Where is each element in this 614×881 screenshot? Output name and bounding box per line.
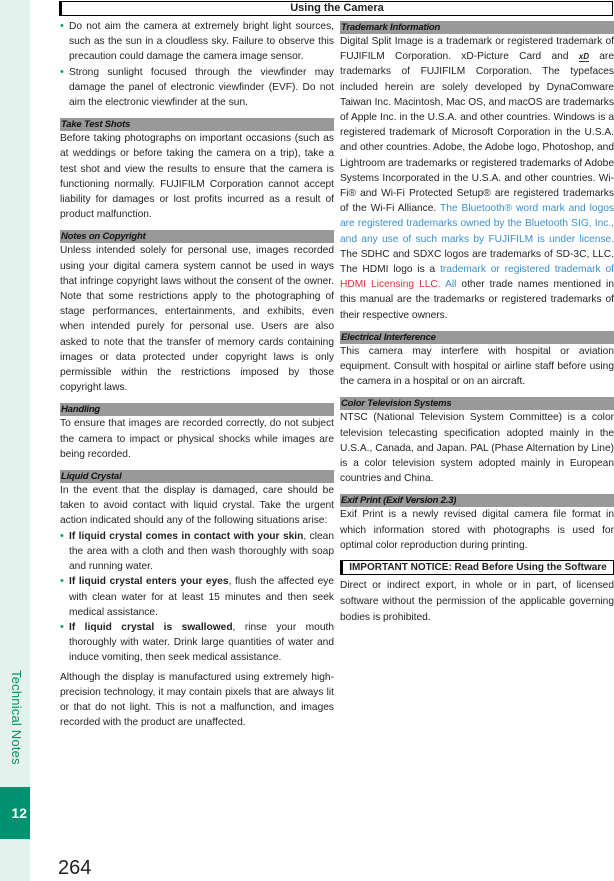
bullet-emphasis: If liquid crystal is swallowed (69, 621, 233, 633)
intro-bullet-list (60, 19, 334, 110)
page-number: 264 (58, 857, 92, 879)
list-item (60, 529, 334, 575)
right-column (340, 19, 614, 626)
section-body-exif: Exif Print is a newly revised digital camera file format in which information stored with photographs is used for optimal color reproduction during printing. (340, 509, 614, 551)
xd-logo-icon: xD (578, 52, 589, 62)
left-column (60, 19, 334, 730)
bullet-text: , flush the affected eye with clean water for at least 15 minutes and then seek medical assistance. (69, 576, 334, 618)
list-item: • Strong sunlight focused through the viewfinder may damage the panel of electronic viewfinder (EVF). Do not aim the electronic viewfinder at the sun. (60, 65, 334, 111)
page-title: Using the Camera (59, 1, 613, 16)
chapter-number-tab: 12 (0, 787, 30, 839)
trademark-text: other trade names mentioned in this manual are the trademarks or registered trademarks of their respective owners. (340, 279, 614, 321)
section-heading-trademark: Trademark Information (340, 21, 614, 34)
bullet-text: , rinse your mouth thoroughly with water. Drink large quantities of water and induce vomiting, then seek medical assistance. (69, 621, 334, 664)
hdmi-all: All (440, 279, 457, 291)
list-item (60, 574, 334, 620)
section-heading-handling: Handling (60, 403, 334, 416)
section-body-trademark (340, 34, 614, 323)
section-body-copyright: Unless intended solely for personal use, images recorded using your digital camera system cannot be used in ways that infringe copyright laws without the consent of the owner. Note that some restrictions apply to the photographing of stage performances, entertainments, and exhibits, even when intended purely for personal use. Users are also asked to note that the transfer of memory cards containing images or data protected under copyright laws is only permissible within the restrictions imposed by those copyright laws. (60, 245, 334, 394)
list-item: • Do not aim the camera at extremely bright light sources, such as the sun in a cloudless sky. Failure to observe this precaution could damage the camera image sensor. (60, 19, 334, 65)
section-heading-exif: Exif Print (Exif Version 2.3) (340, 494, 614, 507)
section-intro-liquid-crystal: In the event that the display is damaged, care should be taken to avoid contact with liquid crystal. Take the urgent action indicated should any of the following situations arise: (60, 485, 334, 527)
hdmi-notice: trademark or registered trademark of (440, 264, 614, 276)
trademark-text: The SDHC and SDXC logos are trademarks of SD-3C, LLC. The HDMI logo is a (340, 248, 614, 276)
section-outro-liquid-crystal: Although the display is manufactured using extremely high-precision technology, it may contain pixels that are always lit or that do not light. This is not a malfunction, and images recorded with the product are unaffected. (60, 671, 334, 729)
section-heading-test-shots: Take Test Shots (60, 118, 334, 131)
chapter-label: Technical Notes (9, 670, 24, 765)
section-heading-copyright: Notes on Copyright (60, 230, 334, 243)
bullet-emphasis: If liquid crystal comes in contact with your skin (69, 530, 304, 542)
section-heading-color-tv: Color Television Systems (340, 397, 614, 410)
section-body-handling: To ensure that images are recorded correctly, do not subject the camera to impact or physical shocks while images are being recorded. (60, 418, 334, 460)
bluetooth-notice: The Bluetooth® word mark and logos are registered trademarks owned by the Bluetooth SIG, Inc., and any use of such marks by FUJIFILM is under license. (340, 203, 614, 245)
section-body-color-tv: NTSC (National Television System Committee) is a color television telecasting specification adopted mainly in the U.S.A., Canada, and Japan. PAL (Phase Alternation by Line) is a color television system adopted mainly in European countries and China. (340, 412, 614, 485)
list-item (60, 620, 334, 666)
section-heading-electrical: Electrical Interference (340, 331, 614, 344)
bullet-text: , clean the area with a cloth and then wash thoroughly with soap and running water. (69, 530, 334, 573)
section-body-test-shots: Before taking photographs on important occasions (such as at weddings or before taking the camera on a trip), take a test shot and view the results to ensure that the camera is functioning normally. FUJIFILM Corporation cannot accept liability for damages or lost profits incurred as a result of product malfunction. (60, 133, 334, 221)
liquid-crystal-bullet-list (60, 529, 334, 666)
hdmi-licensing: HDMI Licensing LLC. (340, 279, 441, 291)
section-heading-liquid-crystal: Liquid Crystal (60, 470, 334, 483)
trademark-text: Digital Split Image is a trademark or registered trademark of FUJIFILM Corporation. xD-Picture Card and (340, 36, 614, 63)
important-notice-body: Direct or indirect export, in whole or in part, of licensed software without the permission of the applicable governing bodies is prohibited. (340, 580, 614, 624)
bullet-emphasis: If liquid crystal enters your eyes (69, 576, 229, 588)
important-notice-heading: IMPORTANT NOTICE: Read Before Using the Software (340, 560, 614, 575)
trademark-text: are trademarks of FUJIFILM Corporation. The typefaces included herein are solely developed by DynaComware Taiwan Inc. Macintosh, Mac OS, and macOS are trademarks of Apple Inc. in the U.S.A. and other countries. Windows is a registered trademark of Microsoft Corporation in the U.S.A. and other countries. Adobe, the Adobe logo, Photoshop, and Lightroom are trademarks or registered trademarks of Adobe Systems Incorporated in the U.S.A. and other countries. Wi-Fi® and Wi-Fi Protected Setup® are registered trademarks of the Wi-Fi Alliance. (340, 51, 614, 215)
section-body-electrical: This camera may interfere with hospital or aviation equipment. Consult with hospital or airline staff before using the camera in a hospital or on an aircraft. (340, 345, 614, 388)
